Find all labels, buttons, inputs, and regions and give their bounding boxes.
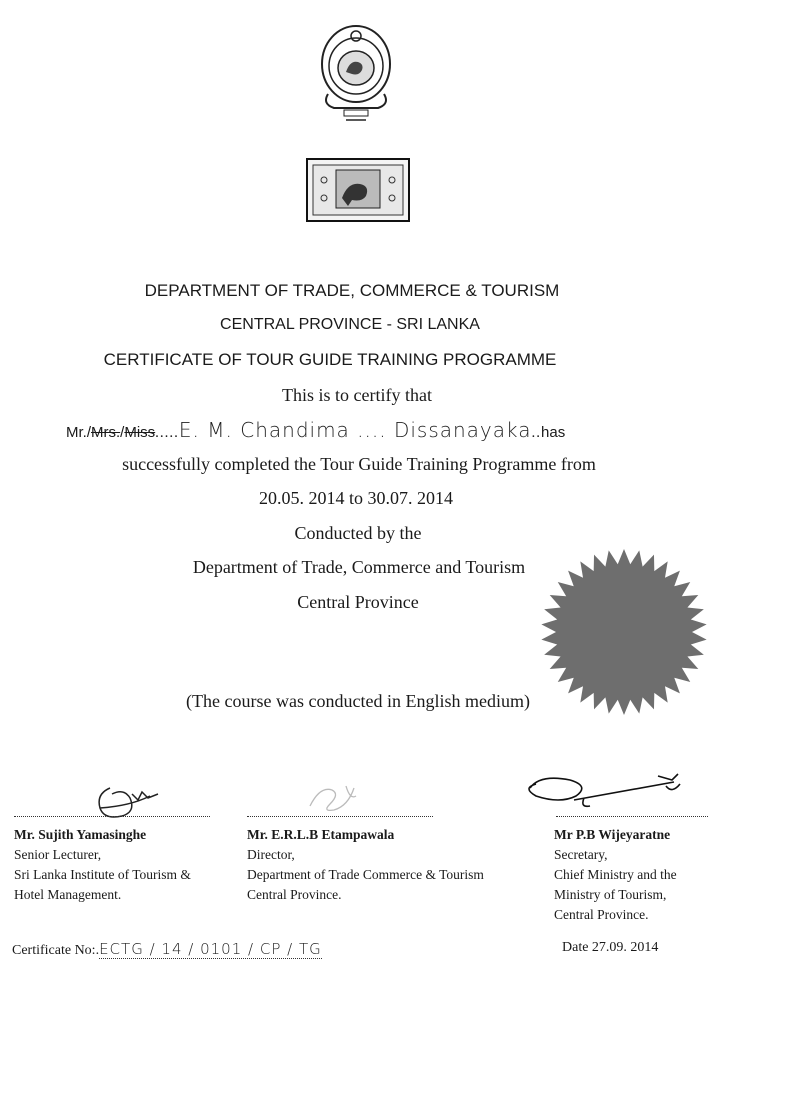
conducted-by-line: Conducted by the bbox=[294, 523, 422, 543]
emblem-icon bbox=[318, 22, 394, 124]
title-mrs: Mrs. bbox=[91, 424, 121, 441]
signatory-2 bbox=[247, 825, 537, 905]
handwritten-signature-icon bbox=[290, 770, 390, 820]
title-sep: / bbox=[120, 424, 125, 441]
emblem bbox=[318, 22, 394, 124]
title-mr: Mr./ bbox=[66, 424, 91, 441]
has-word: has bbox=[541, 424, 566, 441]
signatory-org: Sri Lanka Institute of Tourism & bbox=[14, 867, 191, 882]
signatory-org: Chief Ministry and the bbox=[554, 867, 677, 882]
signature-3 bbox=[518, 770, 688, 816]
medium-note: (The course was conducted in English medium) bbox=[186, 691, 530, 711]
signatory-1 bbox=[14, 825, 244, 905]
signature-line-1 bbox=[14, 816, 210, 817]
certificate-number: ECTG / 14 / 0101 / CP / TG bbox=[99, 940, 322, 958]
dates-line: 20.05. 2014 to 30.07. 2014 bbox=[258, 488, 453, 508]
signature-line-2 bbox=[247, 816, 433, 817]
department-line: Department of Trade, Commerce and Tourism bbox=[192, 557, 526, 577]
lion-flag-stamp-icon bbox=[306, 158, 410, 222]
signatory-org: Central Province. bbox=[247, 887, 342, 902]
signatory-role: Director, bbox=[247, 847, 295, 862]
certificate-number-label: Certificate No:. bbox=[12, 943, 100, 958]
certify-line: This is to certify that bbox=[282, 385, 432, 405]
signatory-org: Central Province. bbox=[554, 907, 649, 922]
signatory-name: Mr. E.R.L.B Etampawala bbox=[247, 827, 395, 842]
handwritten-signature-icon bbox=[70, 768, 180, 828]
signature-2 bbox=[290, 770, 390, 820]
signatory-org: Ministry of Tourism, bbox=[554, 887, 667, 902]
certificate-title: CERTIFICATE OF TOUR GUIDE TRAINING PROGRAMME bbox=[103, 350, 557, 369]
certificate-number-line bbox=[12, 940, 432, 964]
signature-line-3 bbox=[556, 816, 708, 817]
signatory-role: Senior Lecturer, bbox=[14, 847, 102, 862]
department-heading: DEPARTMENT OF TRADE, COMMERCE & TOURISM bbox=[144, 281, 560, 300]
province-heading: CENTRAL PROVINCE - SRI LANKA bbox=[220, 316, 480, 333]
signatory-3 bbox=[554, 825, 774, 925]
recipient-name: E. M. Chandima .... Dissanayaka bbox=[178, 418, 532, 442]
stamp bbox=[306, 158, 410, 222]
signatory-role: Secretary, bbox=[554, 847, 608, 862]
province-line: Central Province bbox=[297, 592, 419, 612]
signatory-name: Mr P.B Wijeyaratne bbox=[554, 827, 671, 842]
completion-line: successfully completed the Tour Guide Training Programme from bbox=[122, 454, 596, 474]
issue-date: Date 27.09. 2014 bbox=[562, 940, 659, 955]
signatory-org: Hotel Management. bbox=[14, 887, 122, 902]
signatory-name: Mr. Sujith Yamasinghe bbox=[14, 827, 147, 842]
signature-1 bbox=[70, 768, 180, 828]
recipient-line: Mr./Mrs./Miss.....E. M. Chandima .... Dissanayaka..has bbox=[66, 418, 566, 442]
handwritten-signature-icon bbox=[518, 770, 688, 816]
signatory-org: Department of Trade Commerce & Tourism bbox=[247, 867, 484, 882]
title-miss: Miss bbox=[124, 424, 156, 441]
